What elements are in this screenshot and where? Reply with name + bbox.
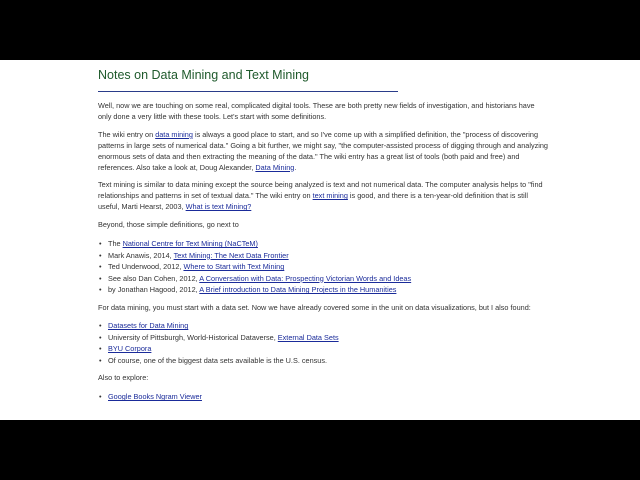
data-set-list [98, 320, 548, 366]
text: Text mining is similar to data mining except the source being analyzed is text and not numerical data. The computer analysis helps to "find relationships and patterns in set of textual data." The wiki entry on [98, 180, 543, 201]
list-item [108, 391, 548, 403]
list-item-text: by Jonathan Hagood, 2012, [108, 285, 200, 295]
list-item [108, 273, 548, 285]
list-item-link[interactable]: BYU Corpora [108, 344, 152, 354]
list-item-text: See also Dan Cohen, 2012, [108, 273, 200, 283]
beyond-paragraph: Beyond, those simple definitions, go next to [98, 220, 239, 230]
list-item-link[interactable]: Google Books Ngram Viewer [108, 392, 202, 402]
list-item [108, 355, 548, 367]
list-item-link[interactable]: Where to Start with Text Mining [183, 262, 285, 272]
data-sets-paragraph: For data mining, you must start with a data set. Now we have already covered some in the unit on data visualizations, but I also found: [98, 302, 531, 312]
list-item [108, 320, 548, 332]
title-underline [98, 91, 398, 92]
data-mining-wiki-link[interactable]: data mining [155, 129, 193, 139]
text: is always a good place to start, and so I've come up with a simplified definition, the "process of discovering patterns in large sets of numerical data." Going a bit further, we might say, "the computer-assisted process of digging through and analyzing enormous sets of data and then extracting the meaning of the data." The wiki entry has a great list of tools (both paid and free) and references. Also take a look at, Doug Alexander, [98, 129, 548, 172]
list-item-text: Of course, one of the biggest data sets available is the U.S. census. [108, 355, 328, 365]
intro-paragraph: Well, now we are touching on some real, complicated digital tools. These are both pretty new fields of investigation, and historians have only done a very little with these tools. Let's start with some definitions. [98, 101, 535, 121]
list-item-link[interactable]: Text Mining: The Next Data Frontier [173, 250, 289, 260]
text: . [294, 162, 297, 172]
article [98, 60, 548, 410]
text: The wiki entry on [98, 129, 156, 139]
list-item [108, 250, 548, 262]
text: is good, and there is a ten-year-old definition that is still useful, Marti Hearst, 2003, [98, 191, 528, 212]
list-item [108, 343, 548, 355]
data-mining-paragraph [98, 130, 548, 174]
list-item-text: University of Pittsburgh, World-Historical Dataverse, [108, 332, 278, 342]
page-title: Notes on Data Mining and Text Mining [98, 68, 309, 82]
text-mining-wiki-link[interactable]: text mining [312, 191, 348, 201]
list-item [108, 284, 548, 296]
list-item-text: Mark Anawis, 2014, [108, 250, 174, 260]
explore-paragraph: Also to explore: [98, 373, 149, 383]
list-item-link[interactable]: A Conversation with Data: Prospecting Victorian Words and Ideas [199, 273, 412, 283]
text-mining-paragraph [98, 180, 548, 213]
web-page [0, 60, 640, 420]
doug-alexander-data-mining-link[interactable]: Data Mining [255, 162, 295, 172]
explore-list [98, 391, 548, 403]
list-item-text: Ted Underwood, 2012, [108, 262, 184, 272]
what-is-text-mining-link[interactable]: What is text Mining? [185, 202, 252, 212]
resource-list [98, 238, 548, 296]
list-item [108, 238, 548, 250]
list-item [108, 332, 548, 344]
list-item [108, 261, 548, 273]
list-item-link[interactable]: Datasets for Data Mining [108, 321, 189, 331]
list-item-text: The [108, 239, 123, 249]
list-item-link[interactable]: A Brief introduction to Data Mining Projects in the Humanities [199, 285, 397, 295]
list-item-link[interactable]: National Centre for Text Mining (NaCTeM) [122, 239, 258, 249]
list-item-link[interactable]: External Data Sets [277, 332, 339, 342]
